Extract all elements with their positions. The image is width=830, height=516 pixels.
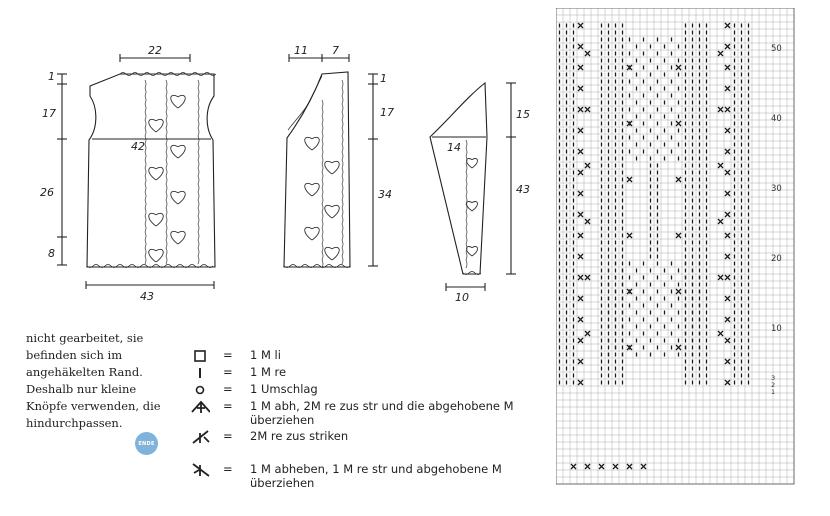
heart-motif [325, 205, 339, 218]
heart-motif [171, 231, 185, 244]
side-armhole-height-label: 17 [380, 106, 394, 119]
heart-motif [325, 247, 339, 260]
side-shoulder-label: 11 [294, 44, 308, 57]
side-top-margin-label: 1 [380, 72, 387, 85]
chart-row-label: 40 [771, 114, 782, 124]
left-decrease-symbol-icon [190, 462, 210, 478]
front-piece-outline [87, 74, 215, 267]
legend-text: 2M re zus striken [250, 429, 349, 443]
double-decrease-symbol-icon [190, 399, 210, 415]
chart-row-label: 30 [771, 184, 782, 194]
side-body-height-label: 34 [378, 188, 392, 201]
chart-row-label: 1 [771, 388, 776, 396]
instruction-note: nicht gearbeitet, sie befinden sich im angehäkelten Rand. Deshalb nur kleine Knöpfe verwenden, die hindurchpassen. [26, 331, 161, 430]
legend-row-yarn-over [190, 382, 520, 397]
cable-column [322, 100, 323, 268]
sleeve-outline [430, 83, 487, 274]
legend-text: 1 M re [250, 365, 287, 379]
legend-equals: = [223, 429, 233, 443]
side-piece-outline [284, 72, 350, 267]
cable-column [166, 80, 167, 264]
legend-text: 1 M li [250, 348, 281, 362]
heart-motif [305, 227, 319, 240]
sleeve-cuff-width-label: 10 [455, 291, 469, 304]
legend-equals: = [223, 382, 233, 396]
legend-row-purl [190, 348, 520, 363]
cable-column [198, 80, 199, 264]
heart-motif [467, 202, 478, 211]
front-top-margin-label: 1 [48, 70, 55, 83]
heart-motif [171, 191, 185, 204]
legend-equals: = [223, 399, 233, 413]
chart-row-label: 20 [771, 254, 782, 264]
legend-equals: = [223, 365, 233, 379]
cable-column [342, 80, 343, 264]
heart-motif [305, 137, 319, 150]
front-hem-height-label: 8 [48, 247, 55, 260]
heart-motif [149, 213, 163, 226]
circle-symbol-icon [190, 382, 210, 398]
sleeve-total-height-label: 43 [516, 183, 530, 196]
heart-motif [149, 167, 163, 180]
side-neck-label: 7 [332, 44, 339, 57]
legend-row-left-decrease [190, 462, 520, 490]
chart-row-label: 2 [771, 381, 776, 389]
legend-row-double-decrease [190, 399, 520, 427]
square-symbol-icon [190, 348, 210, 364]
legend-row-knit [190, 365, 520, 380]
heart-motif [325, 161, 339, 174]
cable-column [145, 80, 146, 264]
sleeve-cap-height-label: 15 [516, 108, 530, 121]
bar-symbol-icon [190, 365, 210, 381]
end-badge: ENDE [135, 432, 158, 455]
heart-motif [467, 247, 478, 256]
chart-row-label: 3 [771, 374, 776, 382]
heart-motif [467, 159, 478, 168]
heart-motif [149, 119, 163, 132]
legend-text: 1 M abheben, 1 M re str und abgehobene M überziehen [250, 462, 502, 490]
garment-schematic [0, 0, 545, 320]
front-bottom-width-label: 43 [140, 290, 154, 303]
front-body-height-label: 26 [40, 186, 54, 199]
chart-row-label: 10 [771, 324, 782, 334]
heart-motif [149, 249, 163, 262]
sleeve-upper-width-label: 14 [447, 141, 461, 154]
front-armhole-height-label: 17 [42, 107, 56, 120]
legend-text: 1 M abh, 2M re zus str und die abgehobene M überziehen [250, 399, 514, 427]
heart-motif [171, 145, 185, 158]
heart-motif [305, 183, 319, 196]
front-chest-width-label: 42 [131, 140, 145, 153]
legend-text: 1 Umschlag [250, 382, 318, 396]
symbol-legend [190, 348, 520, 490]
right-decrease-symbol-icon [190, 429, 210, 445]
knitting-chart [556, 8, 818, 493]
legend-equals: = [223, 462, 233, 476]
legend-equals: = [223, 348, 233, 362]
chart-row-label: 50 [771, 44, 782, 54]
front-top-width-label: 22 [148, 44, 162, 57]
heart-motif [171, 95, 185, 108]
legend-row-right-decrease [190, 429, 520, 444]
